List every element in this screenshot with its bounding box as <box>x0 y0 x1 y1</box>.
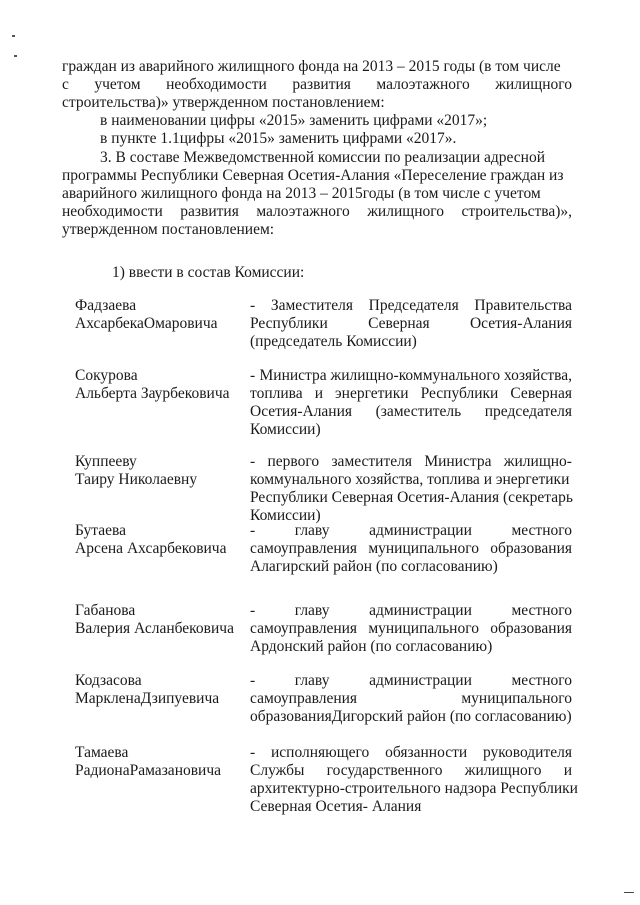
member-role-line: - исполняющего обязанности руководителя <box>250 744 572 761</box>
member-role-line: самоуправления муниципального образования <box>250 540 572 557</box>
para3-line-4: необходимости развития малоэтажного жилищного строительства)», <box>62 203 572 220</box>
member-surname: Фадзаева <box>75 297 137 314</box>
member-role-line: Северная Осетия- Алания <box>250 798 422 815</box>
scan-artifact <box>14 55 17 57</box>
member-surname: Куппееву <box>75 453 137 470</box>
member-surname: Тамаева <box>75 744 129 761</box>
member-role-line: самоуправления муниципального <box>250 690 572 707</box>
member-name: АхсарбекаОмаровича <box>75 315 218 332</box>
para3-line-2: программы Республики Северная Осетия-Алания «Переселение граждан из <box>62 167 564 184</box>
member-role-line: - главу администрации местного <box>250 602 572 619</box>
member-role-line: Комиссии) <box>250 507 321 524</box>
member-surname: Кодзасова <box>75 672 142 689</box>
member-role-line: Осетия-Алания (заместитель председателя <box>250 403 572 420</box>
member-role-line: коммунального хозяйства, топлива и энергетики <box>250 471 570 488</box>
scan-artifact <box>624 892 634 893</box>
member-role-line: Комиссии) <box>250 421 321 438</box>
para3-line-5: утвержденном постановлением: <box>62 221 275 238</box>
member-role-line: Службы государственного жилищного и <box>250 762 572 779</box>
member-name: РадионаРамазановича <box>75 762 222 779</box>
para3-line-1: 3. В составе Межведомственной комиссии по реализации адресной <box>100 149 545 166</box>
member-role-line: Республики Северная Осетия-Алания <box>250 315 572 332</box>
member-surname: Бутаева <box>75 522 126 539</box>
member-name: МаркленаДзипуевича <box>75 690 220 707</box>
intro-line-1: граждан из аварийного жилищного фонда на 2013 – 2015 годы (в том числе <box>62 58 561 75</box>
amendment-item-b: в пункте 1.1цифры «2015» заменить цифрами «2017». <box>100 130 457 147</box>
para3-line-3: аварийного жилищного фонда на 2013 – 2015годы (в том числе с учетом <box>62 185 541 202</box>
member-role-line: Алагирский район (по согласованию) <box>250 558 498 575</box>
member-role-line: - Заместителя Председателя Правительства <box>250 297 572 314</box>
member-role-line: Республики Северная Осетия-Алания (секретарь <box>250 489 573 506</box>
member-role-line: архитектурно-строительного надзора Республики <box>250 780 578 797</box>
member-role-line: (председатель Комиссии) <box>250 333 417 350</box>
member-role-line: образованияДигорский район (по согласованию) <box>250 708 572 725</box>
member-surname: Габанова <box>75 602 136 619</box>
member-role-line: - Министра жилищно-коммунального хозяйства, <box>250 367 572 384</box>
member-role-line: - главу администрации местного <box>250 672 572 689</box>
section-title: 1) ввести в состав Комиссии: <box>112 264 305 281</box>
member-name: Арсена Ахсарбековича <box>75 540 227 557</box>
intro-line-3: строительства)» утвержденном постановлением: <box>62 94 385 111</box>
member-role-line: Ардонский район (по согласованию) <box>250 638 493 655</box>
scan-artifact <box>12 35 15 37</box>
member-name: Альберта Заурбековича <box>75 385 230 402</box>
member-surname: Сокурова <box>75 367 138 384</box>
member-role-line: - первого заместителя Министра жилищно- <box>250 453 572 470</box>
amendment-item-a: в наименовании цифры «2015» заменить цифрами «2017»; <box>100 112 488 129</box>
member-role-line: - главу администрации местного <box>250 522 572 539</box>
member-role-line: самоуправления муниципального образования <box>250 620 572 637</box>
member-name: Таиру Николаевну <box>75 471 198 488</box>
member-role-line: топлива и энергетики Республики Северная <box>250 385 572 402</box>
intro-line-2: с учетом необходимости развития малоэтажного жилищного <box>62 76 572 93</box>
member-name: Валерия Асланбековича <box>75 620 234 637</box>
